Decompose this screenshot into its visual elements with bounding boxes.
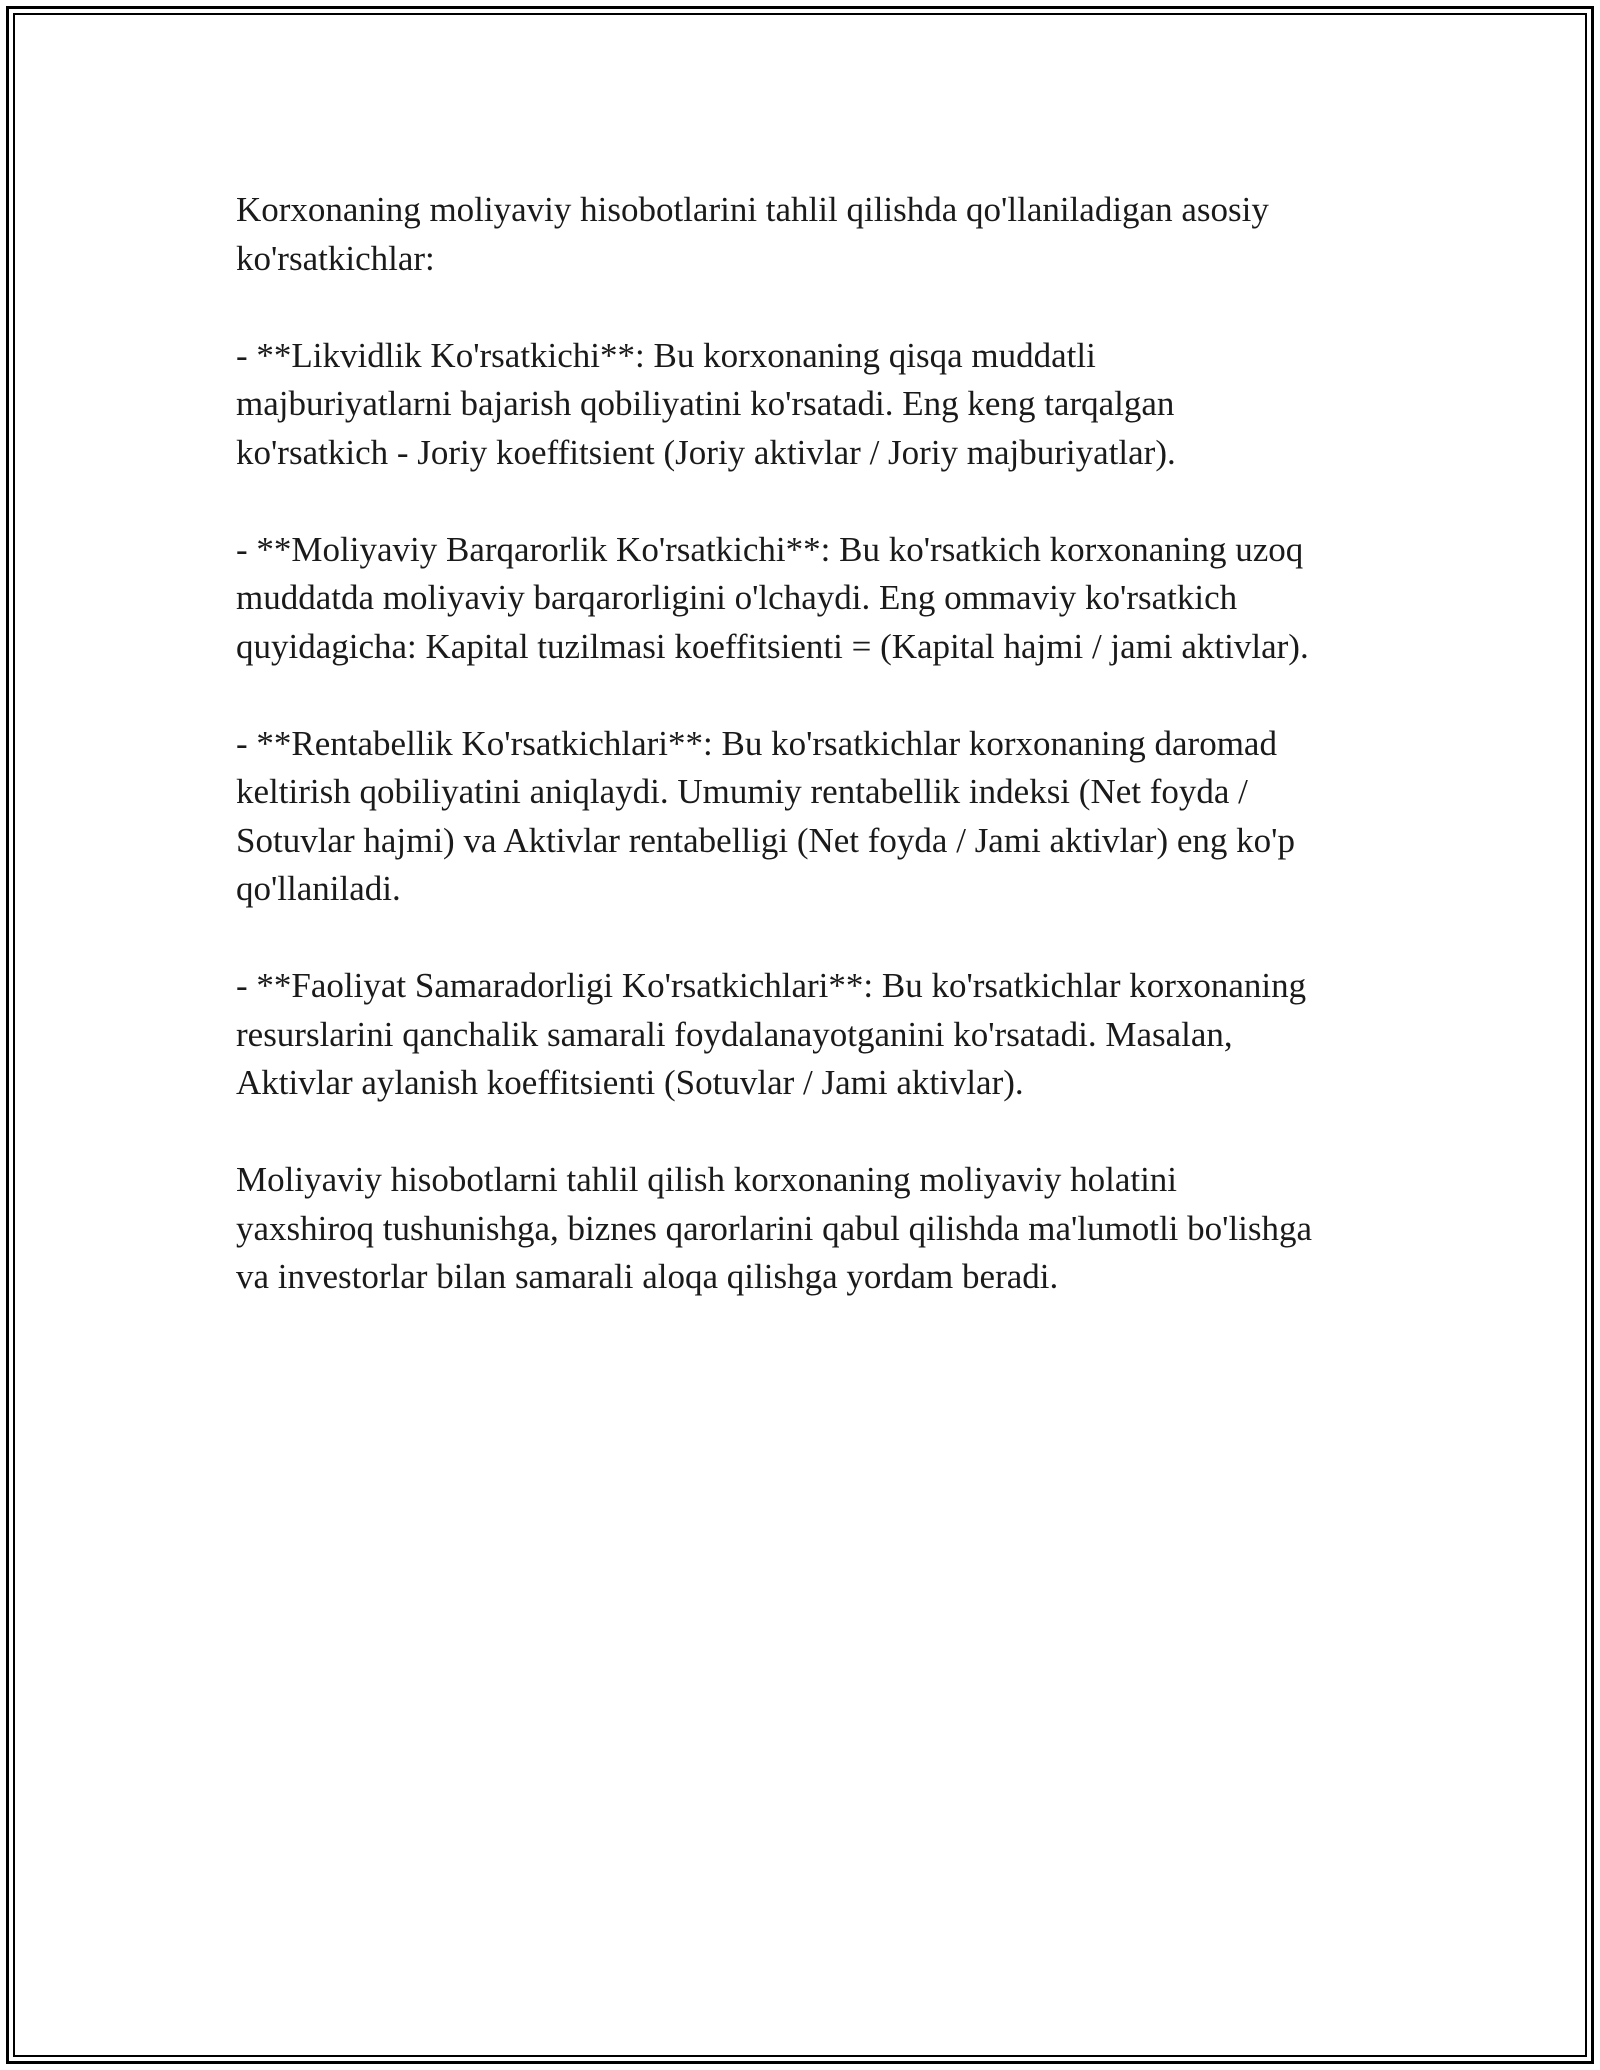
profitability-paragraph bbox=[236, 720, 1386, 914]
text-line: Moliyaviy hisobotlarni tahlil qilish korxonaning moliyaviy holatini bbox=[236, 1160, 1178, 1199]
text-line: resurslarini qanchalik samarali foydalanayotganini ko'rsatadi. Masalan, bbox=[236, 1014, 1233, 1054]
text-line: Aktivlar aylanish koeffitsienti (Sotuvlar / Jami aktivlar). bbox=[236, 1063, 1024, 1102]
text-line: - **Faoliyat Samaradorligi Ko'rsatkichlari**: Bu ko'rsatkichlar korxonaning bbox=[236, 966, 1307, 1005]
text-line: Korxonaning moliyaviy hisobotlarini tahlil qilishda qo'llaniladigan asosiy bbox=[236, 190, 1269, 229]
text-line: - **Likvidlik Ko'rsatkichi**: Bu korxonaning qisqa muddatli bbox=[236, 335, 1096, 375]
intro-paragraph bbox=[236, 186, 1386, 283]
text-line: va investorlar bilan samarali aloqa qilishga yordam beradi. bbox=[236, 1257, 1059, 1296]
conclusion-paragraph bbox=[236, 1156, 1386, 1302]
text-line: ko'rsatkichlar: bbox=[236, 238, 435, 278]
text-line: majburiyatlarni bajarish qobiliyatini ko'rsatadi. Eng keng tarqalgan bbox=[236, 384, 1175, 423]
text-line: muddatda moliyaviy barqarorligini o'lchaydi. Eng ommaviy ko'rsatkich bbox=[236, 578, 1238, 617]
efficiency-paragraph bbox=[236, 962, 1386, 1108]
text-line: qo'llaniladi. bbox=[236, 869, 401, 908]
text-line: keltirish qobiliyatini aniqlaydi. Umumiy rentabellik indeksi (Net foyda / bbox=[236, 772, 1248, 811]
text-line: yaxshiroq tushunishga, biznes qarorlarini qabul qilishda ma'lumotli bo'lishga bbox=[236, 1208, 1313, 1248]
liquidity-paragraph bbox=[236, 332, 1386, 478]
text-line: quyidagicha: Kapital tuzilmasi koeffitsienti = (Kapital hajmi / jami aktivlar). bbox=[236, 626, 1309, 666]
document-body bbox=[236, 186, 1386, 1350]
text-line: - **Rentabellik Ko'rsatkichlari**: Bu ko'rsatkichlar korxonaning daromad bbox=[236, 723, 1277, 763]
text-line: ko'rsatkich - Joriy koeffitsient (Joriy aktivlar / Joriy majburiyatlar). bbox=[236, 432, 1176, 472]
text-line: Sotuvlar hajmi) va Aktivlar rentabelligi (Net foyda / Jami aktivlar) eng ko'p bbox=[236, 820, 1295, 860]
stability-paragraph bbox=[236, 526, 1386, 672]
text-line: - **Moliyaviy Barqarorlik Ko'rsatkichi**: Bu ko'rsatkich korxonaning uzoq bbox=[236, 529, 1304, 569]
